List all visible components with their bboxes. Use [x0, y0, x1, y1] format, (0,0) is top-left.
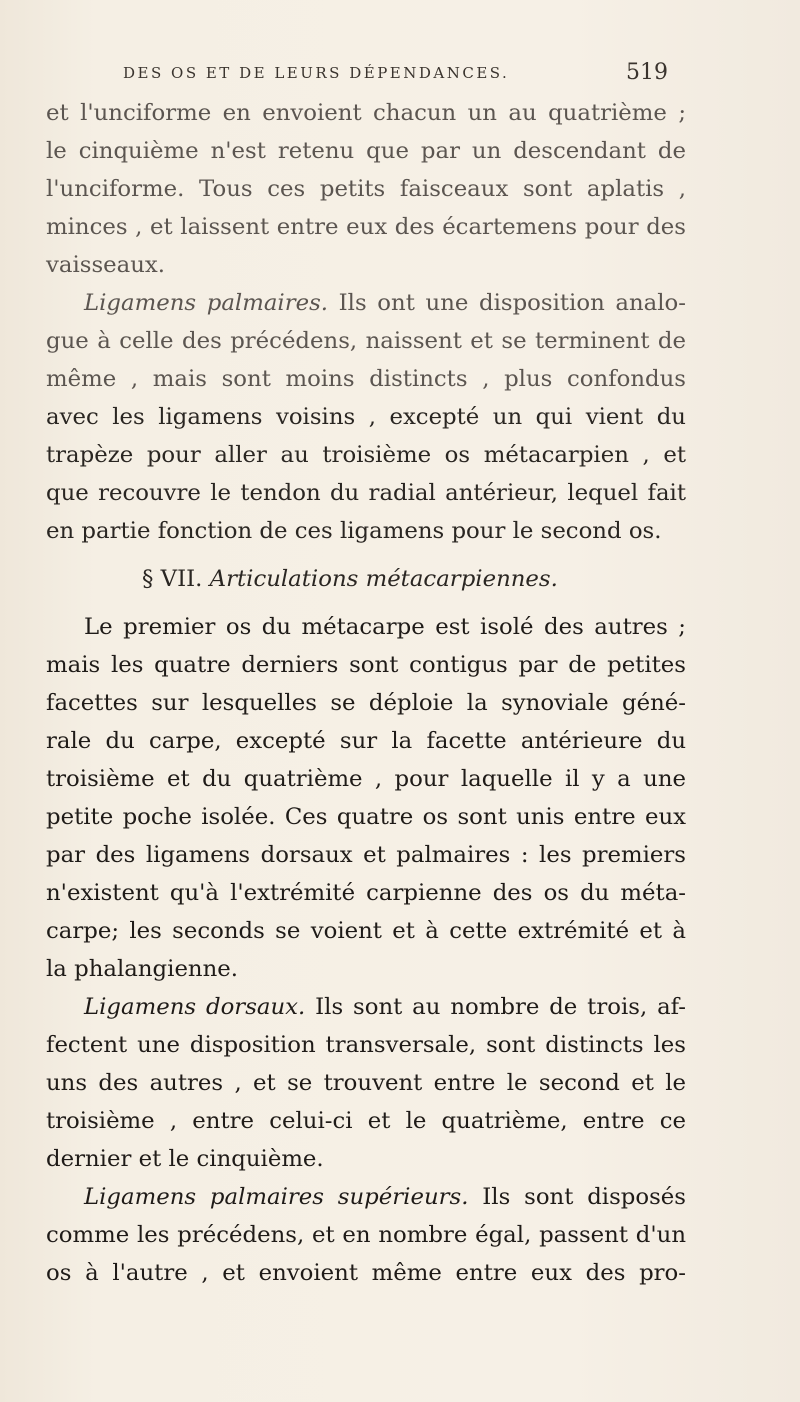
line-text: Ils ont une disposition analo- — [328, 290, 686, 316]
text-line — [46, 474, 686, 512]
body-text — [46, 94, 686, 1292]
line-text: Ils sont au nombre de trois, af- — [305, 994, 686, 1020]
page-number: 519 — [626, 60, 668, 85]
line-text: mais les quatre derniers sont contigus par de petites — [46, 652, 686, 678]
line-text: facettes sur lesquelles se déploie la synoviale géné- — [46, 690, 686, 716]
paragraph-heading: Ligamens dorsaux. — [84, 994, 306, 1020]
line-text: même , mais sont moins distincts , plus confondus — [46, 366, 686, 392]
text-line — [46, 170, 686, 208]
text-line — [46, 94, 686, 132]
line-text: la phalangienne. — [46, 956, 239, 982]
text-line — [46, 1140, 686, 1178]
line-text: comme les précédens, et en nombre égal, passent d'un — [46, 1222, 686, 1248]
line-text: fectent une disposition transversale, sont distincts les — [46, 1032, 686, 1058]
line-text: gue à celle des précédens, naissent et se terminent de — [46, 328, 686, 354]
text-line — [46, 1102, 686, 1140]
text-line — [46, 1254, 686, 1292]
line-text: os à l'autre , et envoient même entre eux des pro- — [46, 1260, 686, 1286]
section-heading — [46, 560, 686, 598]
line-text: uns des autres , et se trouvent entre le second et le — [46, 1070, 686, 1096]
text-line — [46, 1216, 686, 1254]
text-line — [46, 988, 686, 1026]
text-line — [46, 646, 686, 684]
line-text: en partie fonction de ces ligamens pour le second os. — [46, 518, 662, 544]
line-text: le cinquième n'est retenu que par un descendant de — [46, 138, 686, 164]
line-text: que recouvre le tendon du radial antérieur, lequel fait — [46, 480, 686, 506]
text-line — [46, 836, 686, 874]
text-line — [46, 284, 686, 322]
text-line — [46, 512, 686, 550]
line-text: Le premier os du métacarpe est isolé des autres ; — [84, 614, 686, 640]
text-line — [46, 322, 686, 360]
text-line — [46, 436, 686, 474]
text-line — [46, 398, 686, 436]
line-text: l'unciforme. Tous ces petits faisceaux sont aplatis , — [46, 176, 686, 202]
text-line — [46, 760, 686, 798]
paragraph-heading: Ligamens palmaires supérieurs. — [84, 1184, 469, 1210]
text-line — [46, 608, 686, 646]
section-title: Articulations métacarpiennes. — [209, 566, 558, 592]
text-line — [46, 912, 686, 950]
line-text: n'existent qu'à l'extrémité carpienne des os du méta- — [46, 880, 686, 906]
text-line — [46, 798, 686, 836]
text-line — [46, 684, 686, 722]
text-line — [46, 1178, 686, 1216]
line-text: par des ligamens dorsaux et palmaires : les premiers — [46, 842, 686, 868]
section-spacer — [46, 550, 686, 554]
line-text: et l'unciforme en envoient chacun un au quatrième ; — [46, 100, 686, 126]
page-header — [123, 60, 668, 92]
line-text: petite poche isolée. Ces quatre os sont unis entre eux — [46, 804, 686, 830]
line-text: troisième , entre celui-ci et le quatrième, entre ce — [46, 1108, 686, 1134]
text-line — [46, 360, 686, 398]
text-line — [46, 1064, 686, 1102]
text-line — [46, 246, 686, 284]
paragraph-heading: Ligamens palmaires. — [84, 290, 329, 316]
text-line — [46, 1026, 686, 1064]
line-text: troisième et du quatrième , pour laquelle il y a une — [46, 766, 686, 792]
text-line — [46, 950, 686, 988]
line-text: trapèze pour aller au troisième os métacarpien , et — [46, 442, 686, 468]
line-text: dernier et le cinquième. — [46, 1146, 324, 1172]
line-text: minces , et laissent entre eux des écartemens pour des — [46, 214, 686, 240]
line-text: vaisseaux. — [46, 252, 166, 278]
text-line — [46, 874, 686, 912]
line-text: carpe; les seconds se voient et à cette extrémité et à — [46, 918, 686, 944]
line-text: Ils sont disposés — [468, 1184, 686, 1210]
line-text: avec les ligamens voisins , excepté un qui vient du — [46, 404, 686, 430]
text-line — [46, 722, 686, 760]
running-title: DES OS ET DE LEURS DÉPENDANCES. — [123, 64, 510, 82]
text-line — [46, 208, 686, 246]
text-line — [46, 132, 686, 170]
section-number: § VII. — [142, 566, 210, 592]
line-text: rale du carpe, excepté sur la facette antérieure du — [46, 728, 686, 754]
